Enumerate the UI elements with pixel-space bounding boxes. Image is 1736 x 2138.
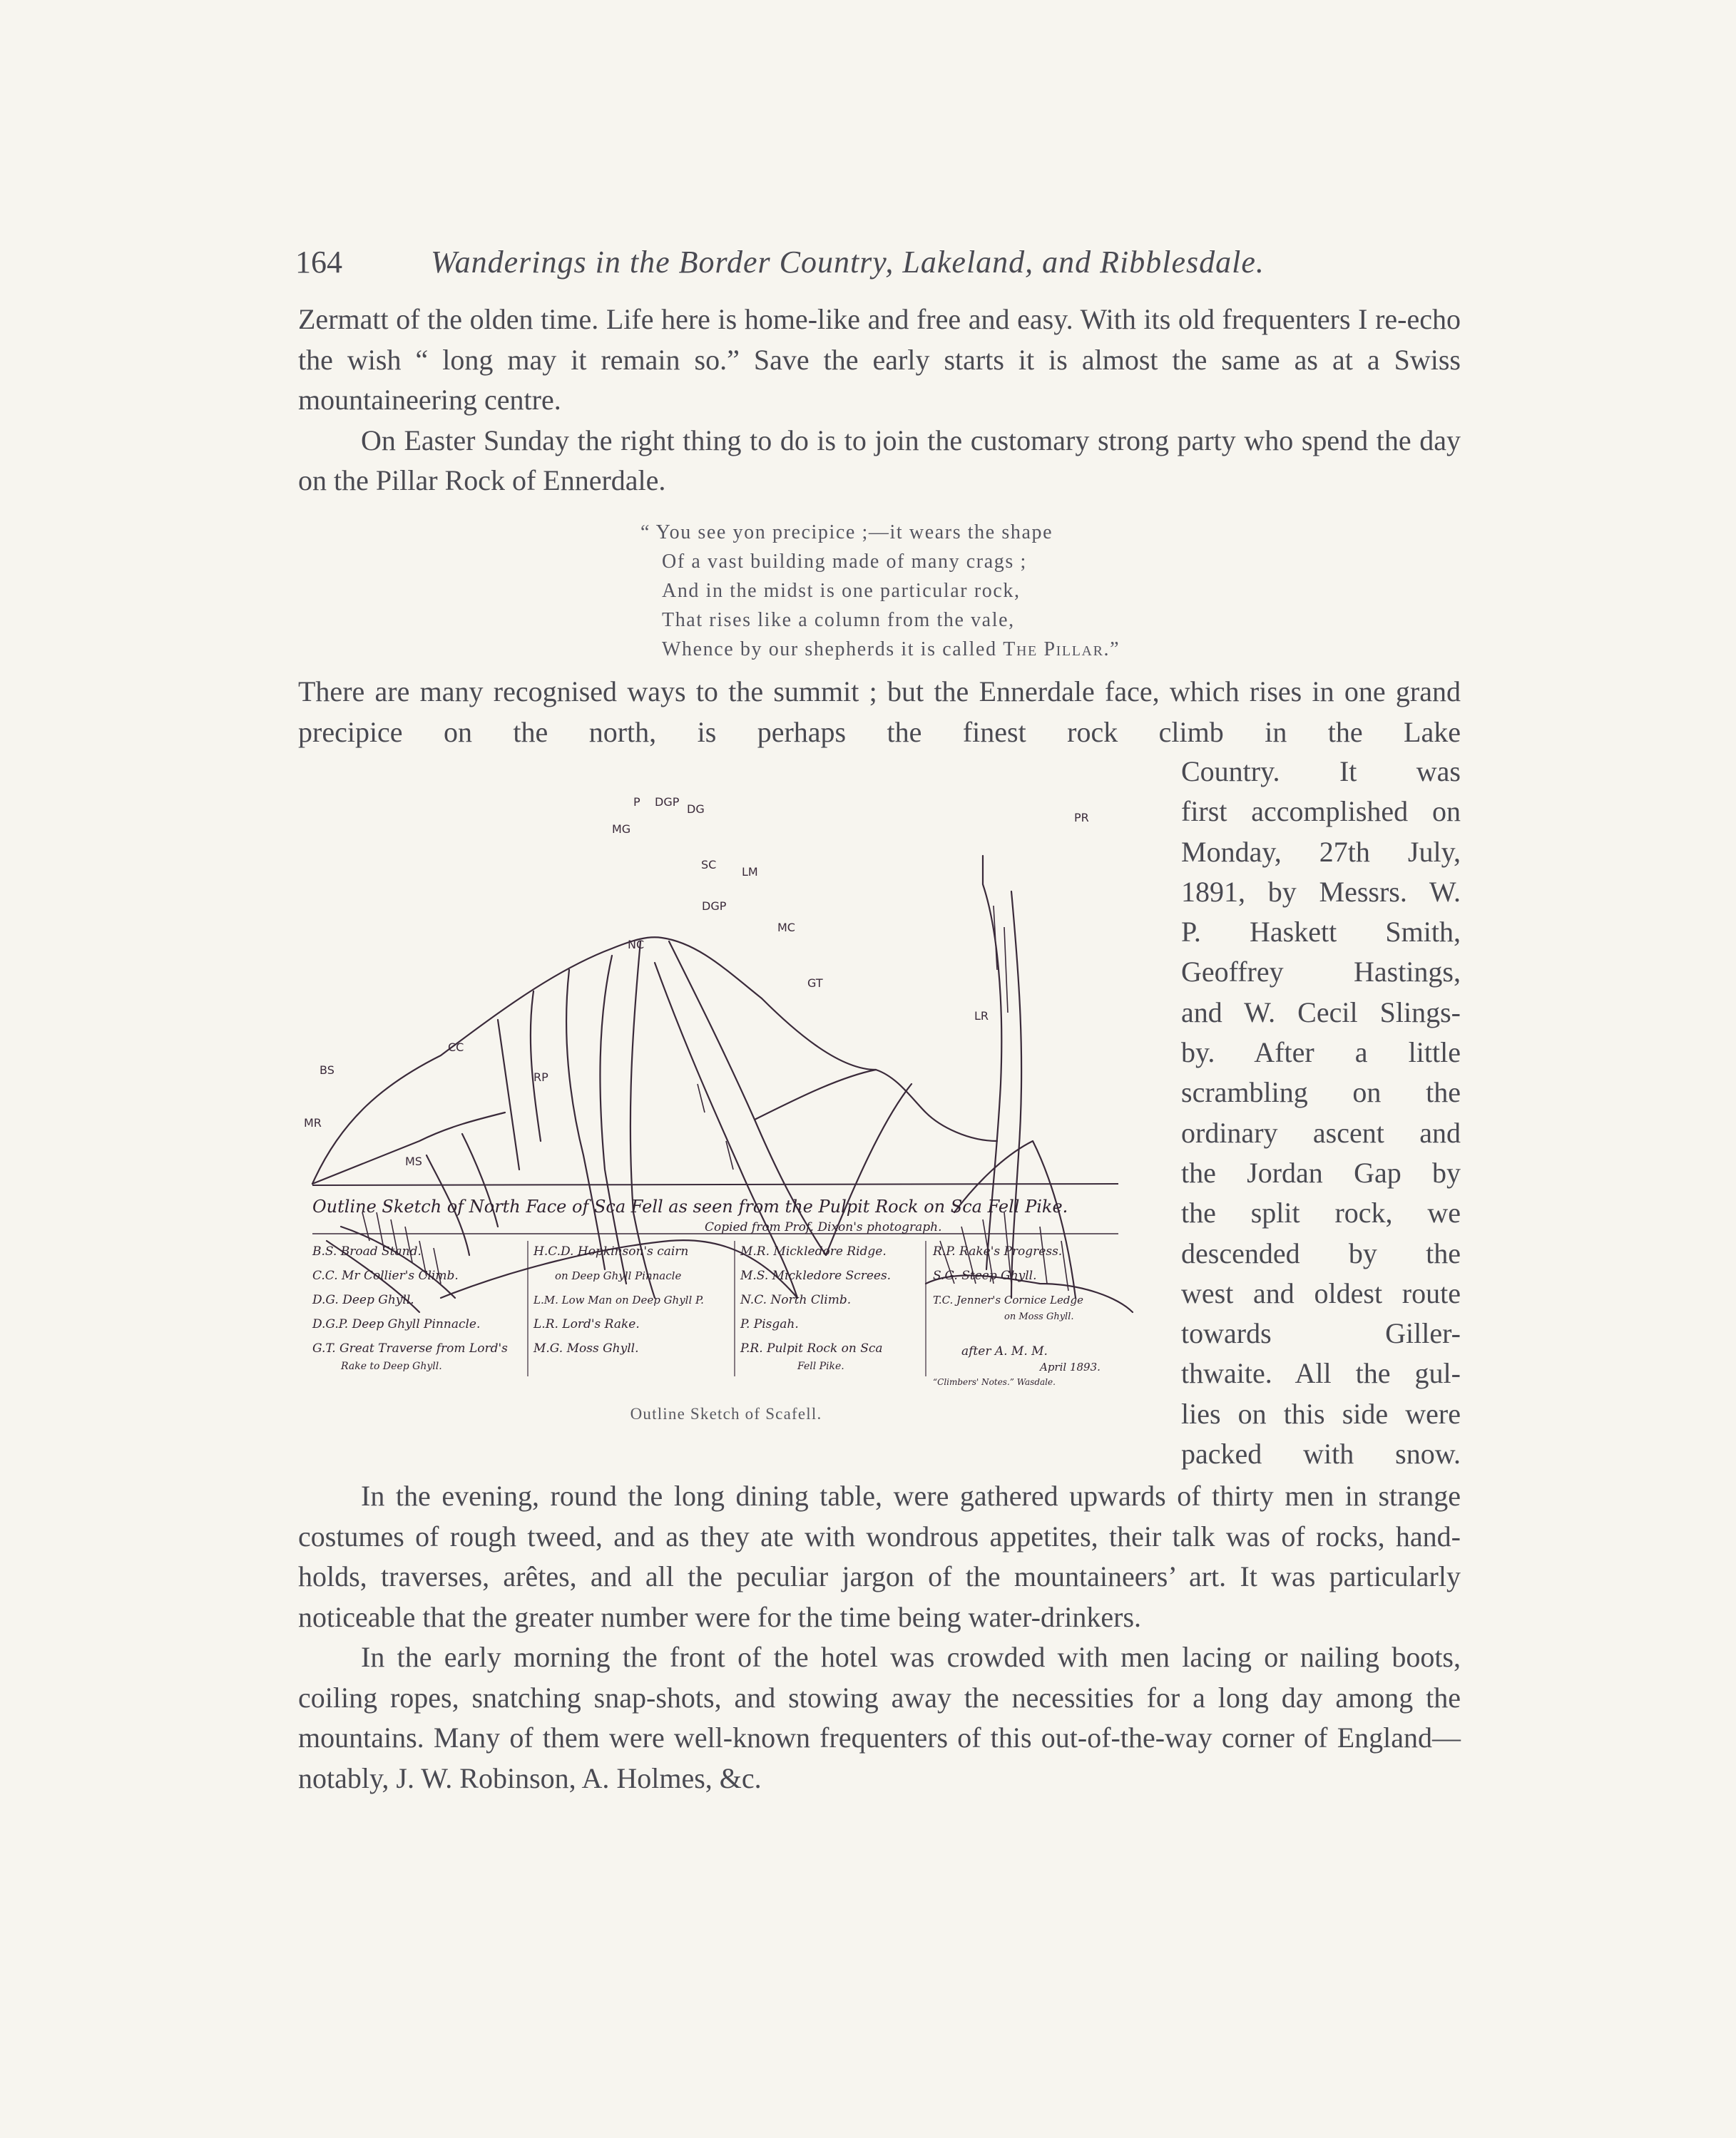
label-nc: NC [628,938,645,951]
label-rp: RP [533,1070,548,1084]
paragraph-3: There are many recognised ways to the summit ; but the Ennerdale face, which rises in one grand precipice on the north, is perhaps the finest rock climb in the Lake [298,675,1461,748]
legend-entry: G.T. Great Traverse from Lord's [312,1341,508,1356]
wrap-line: P. Haskett Smith, [1181,916,1461,948]
label-p: P [633,795,640,809]
paragraph-1: Zermatt of the olden time. Life here is home-like and free and easy. With its old frequenters I re-echo the wish “ long may it remain so.” Save the early starts it is almost the same as at a Swiss mountaineering centre. [298,303,1461,416]
legend-entry: S.G. Steep Ghyll. [933,1269,1037,1283]
figure-subtitle: Copied from Prof. Dixon's photograph. [705,1220,942,1234]
paragraph-2: On Easter Sunday the right thing to do is to join the customary strong party who spend the day on the Pillar Rock of Ennerdale. [298,424,1461,496]
wrap-line: 1891, by Messrs. W. [1181,875,1461,908]
body-text-bottom [298,1476,1461,1799]
wrap-line: the split rock, we [1181,1197,1461,1229]
peak-labels [304,795,1089,1168]
verse-line-3: And in the midst is one particular rock, [662,580,1021,602]
verse-line-5 [640,635,1282,664]
label-bs: BS [320,1063,335,1077]
wrap-line: west and oldest route [1181,1277,1461,1309]
wrap-line: packed with snow. [1181,1438,1461,1470]
wrap-line: descended by the [1181,1237,1461,1269]
legend-entry: D.G.P. Deep Ghyll Pinnacle. [312,1317,481,1331]
legend-entry: P.R. Pulpit Rock on Sca [740,1341,883,1356]
legend-entry: M.G. Moss Ghyll. [533,1341,639,1356]
label-sc: SC [701,858,717,871]
wrap-line: Country. It was [1181,755,1461,787]
label-dgp-2: DGP [702,899,727,913]
legend [312,1241,1101,1387]
label-gt: GT [807,976,823,990]
page-number: 164 [295,245,342,280]
legend-entry: M.S. Mickledore Screes. [740,1269,892,1283]
legend-entry: M.R. Mickledore Ridge. [740,1244,887,1259]
legend-entry: on Deep Ghyll Pinnacle [555,1269,682,1282]
label-lm: LM [742,865,758,879]
quoted-verse [640,518,1282,664]
label-dg: DG [687,802,705,816]
legend-entry: Fell Pike. [797,1361,844,1372]
wrap-line: scrambling on the [1181,1076,1461,1109]
verse-line-2: Of a vast building made of many crags ; [662,551,1027,573]
label-mc: MC [777,921,795,934]
figure-caption: Outline Sketch of Scafell. [630,1405,822,1423]
label-dgp: DGP [655,795,680,809]
running-title: Wanderings in the Border Country, Lakeland, and Ribblesdale. [431,245,1265,280]
label-cc: CC [448,1040,464,1054]
wrap-line: lies on this side were [1181,1397,1461,1430]
verse-line-5-end: .” [1103,638,1120,660]
legend-entry: “Climbers' Notes.” Wasdale. [933,1377,1056,1387]
legend-entry: L.M. Low Man on Deep Ghyll P. [533,1294,704,1306]
paragraph-5: In the early morning the front of the hotel was crowded with men lacing or nailing boots, coiling ropes, snatching snap-shots, and stowing away the necessities for a long day among the mountains. Many of them were well-known frequenters of this out-of-the-way corner of England—notably, J. W. Robinson, A. Holmes, &c. [298,1641,1461,1794]
scafell-sketch-figure [298,784,1154,1412]
page-header [295,235,1458,285]
verse-pillar-name: The Pillar [1003,638,1104,660]
legend-entry: P. Pisgah. [740,1317,799,1331]
wrap-line: Geoffrey Hastings, [1181,956,1461,988]
figure-title-underline [312,1184,1118,1185]
legend-entry: R.P. Rake's Progress. [933,1244,1063,1259]
verse-line-5-text: Whence by our shepherds it is called [662,638,1004,660]
wrapped-text-column [1181,752,1461,1474]
wrap-line: by. After a little [1181,1036,1461,1069]
wrap-line: Monday, 27th July, [1181,835,1461,868]
paragraph-4: In the evening, round the long dining table, were gathered upwards of thirty men in strange costumes of rough tweed, and as they ate with wondrous appetites, their talk was of rocks, hand-holds, traverses, arêtes, and all the peculiar jargon of the mountaineers’ art. It was particularly noticeable that the greater number were for the time being water-drinkers. [298,1480,1461,1633]
legend-entry: B.S. Broad Stand. [312,1244,422,1259]
legend-entry: L.R. Lord's Rake. [533,1317,640,1331]
legend-entry: on Moss Ghyll. [1004,1311,1074,1322]
legend-entry: H.C.D. Hopkinson's cairn [533,1244,689,1259]
legend-entry: N.C. North Climb. [740,1293,852,1307]
mountain-outline [312,856,1133,1312]
wrap-line: ordinary ascent and [1181,1116,1461,1149]
legend-entry: April 1893. [1040,1361,1101,1374]
label-mg: MG [612,822,631,836]
verse-line-4: That rises like a column from the vale, [662,609,1015,631]
legend-entry: C.C. Mr Collier's Climb. [312,1269,459,1283]
wrap-line: first accomplished on [1181,795,1461,828]
body-text-middle [298,672,1461,752]
label-pr: PR [1074,811,1089,824]
legend-entry: after A. M. M. [961,1344,1048,1359]
wrap-line: thwaite. All the gul- [1181,1357,1461,1390]
legend-entry: D.G. Deep Ghyll. [312,1293,414,1307]
scafell-sketch [298,784,1154,1412]
wrap-line: towards Giller- [1181,1317,1461,1350]
wrap-line: and W. Cecil Slings- [1181,996,1461,1028]
label-mr: MR [304,1116,322,1130]
legend-entry: Rake to Deep Ghyll. [341,1361,442,1372]
verse-line-1: “ You see yon precipice ;—it wears the shape [640,521,1053,543]
label-lr: LR [974,1009,989,1023]
body-text-top [298,300,1461,501]
figure-title: Outline Sketch of North Face of Sca Fell as seen from the Pulpit Rock on Sca Fell Pike. [312,1197,1068,1217]
label-ms: MS [405,1155,422,1168]
legend-entry: T.C. Jenner's Cornice Ledge [933,1294,1083,1306]
wrap-line: the Jordan Gap by [1181,1156,1461,1189]
